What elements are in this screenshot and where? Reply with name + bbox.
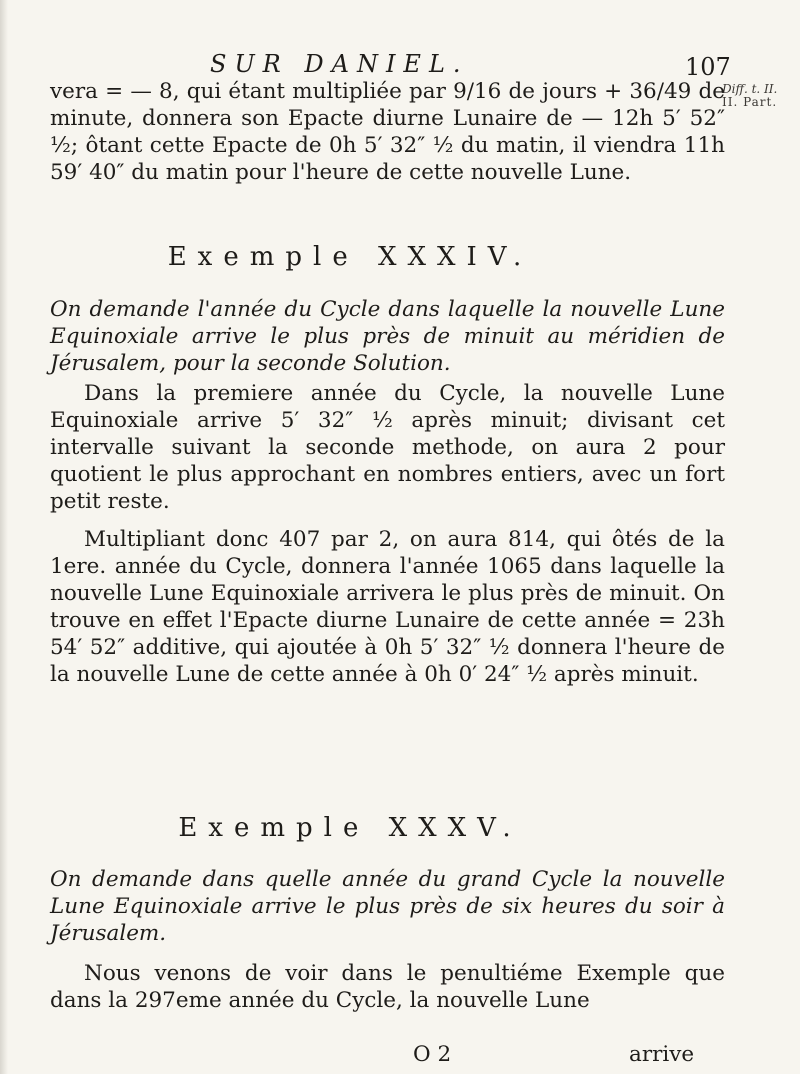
paragraph-penultimate-example: Nous venons de voir dans le penultiéme Exemple que dans la 297eme année du Cycle, la nouvelle Lune bbox=[50, 961, 725, 1013]
signature-mark: O 2 bbox=[413, 1042, 452, 1067]
paragraph-multiplying: Multipliant donc 407 par 2, on aura 814, qui ôtés de la 1ere. année du Cycle, donnera l'année 1065 dans laquelle la nouvelle Lune Equinoxiale arrivera le plus près de minuit. On trouve en effet l'Epacte diurne Lunaire de cette année = 23h 54′ 52″ additive, qui ajoutée à 0h 5′ 32″ ½ donnera l'heure de la nouvelle Lune de cette année à 0h 0′ 24″ ½ après minuit. bbox=[50, 527, 725, 687]
margin-note-line-2: II. Part. bbox=[722, 95, 778, 109]
example-34-question: On demande l'année du Cycle dans laquelle la nouvelle Lune Equinoxiale arrive le plus près de minuit au méridien de Jérusalem, pour la seconde Solution. bbox=[50, 297, 725, 376]
page-left-edge bbox=[0, 0, 8, 1074]
example-35-heading: Exemple XXXV. bbox=[178, 813, 522, 843]
example-34-heading: Exemple XXXIV. bbox=[167, 242, 533, 272]
catchword: arrive bbox=[629, 1042, 695, 1067]
paragraph-continuation: vera = — 8, qui étant multipliée par 9/16 de jours + 36/49 de minute, donnera son Epacte diurne Lunaire de — 12h 5′ 52″ ½; ôtant cette Epacte de 0h 5′ 32″ ½ du matin, il viendra 11h 59′ 40″ du matin pour l'heure de cette nouvelle Lune. bbox=[50, 79, 725, 185]
example-35-question: On demande dans quelle année du grand Cycle la nouvelle Lune Equinoxiale arrive le plus près de six heures du soir à Jérusalem. bbox=[50, 867, 725, 946]
page-number: 107 bbox=[685, 53, 731, 81]
margin-note bbox=[722, 83, 777, 109]
running-head: SUR DANIEL. bbox=[210, 50, 469, 78]
margin-note-line-1: Diff. t. II. bbox=[722, 82, 778, 96]
paragraph-first-year: Dans la premiere année du Cycle, la nouvelle Lune Equinoxiale arrive 5′ 32″ ½ après minuit; divisant cet intervalle suivant la seconde methode, on aura 2 pour quotient le plus approchant en nombres entiers, avec un fort petit reste. bbox=[50, 381, 725, 514]
